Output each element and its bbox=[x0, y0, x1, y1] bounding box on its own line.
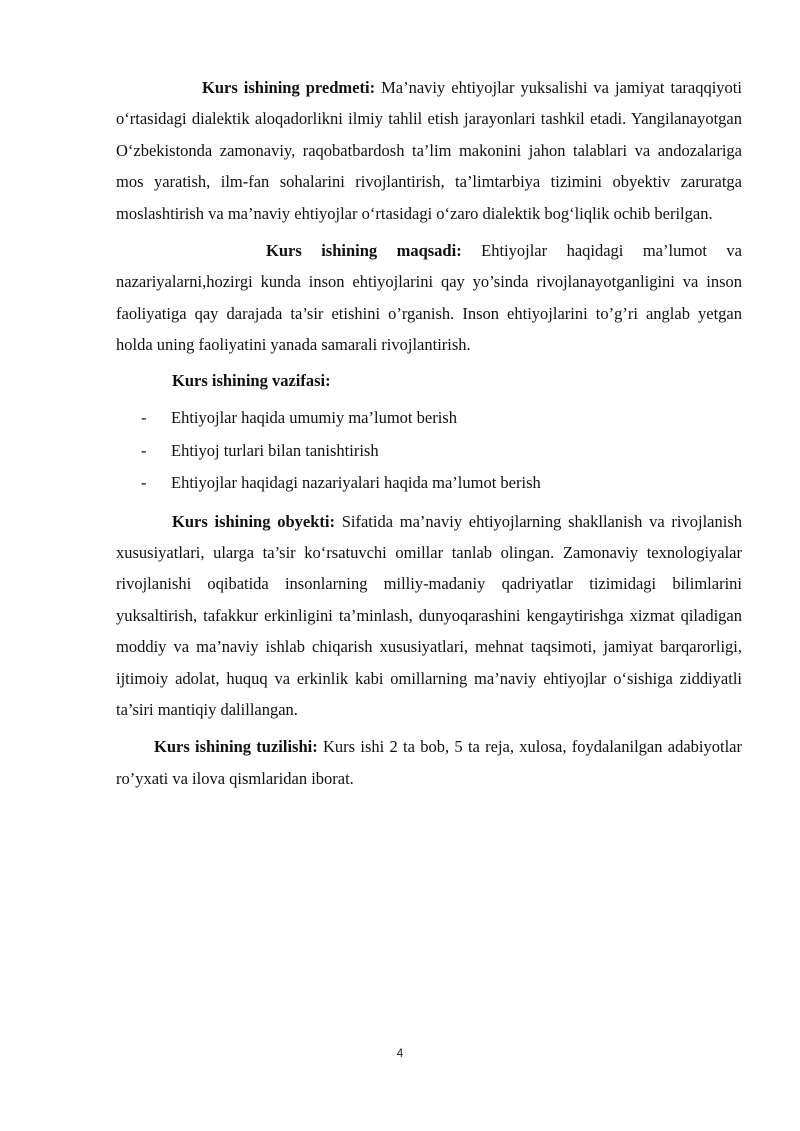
maqsadi-paragraph bbox=[116, 235, 742, 361]
dash-marker: - bbox=[141, 473, 147, 493]
obyekti-text: Sifatida ma’naviy ehtiyojlarning shakllanish va rivojlanish xususiyatlari, ularga ta’sir ko‘rsatuvchi omillar tanlab olingan. Zamonaviy texnologiyalar rivojlanishi oqibatida insonlarning milliy-madaniy qadriyatlar tizimidagi bilimlarini yuksaltirish, tafakkur erkinligini ta’minlash, dunyoqarashini kengaytirishga xizmat qiladigan moddiy va ma’naviy ishlab chiqarish xususiyatlari, mehnat taqsimoti, jamiyat barqarorligi, ijtimoiy adolat, huquq va erkinlik kabi omillarning ma’naviy ehtiyojlar o‘sishiga ziddiyatli ta’siri mantiqiy dalillangan. bbox=[116, 511, 742, 719]
document-page bbox=[116, 72, 742, 794]
predmeti-text: Ma’naviy ehtiyojlar yuksalishi va jamiyat taraqqiyoti o‘rtasidagi dialektik aloqadorlikni ilmiy tahlil etish jarayonlari tashkil etadi. Yangilanayotgan O‘zbekistonda zamonaviy, raqobatbardosh ta’lim makonini jahon talablari va andozalariga mos yaratish, ilm-fan sohalarini rivojlantirish, ta’limtarbiya tizimini obyektiv zaruratga moslashtirish va ma’naviy ehtiyojlar o‘rtasidagi o‘zaro dialektik bog‘liqlik ochib berilgan. bbox=[116, 78, 742, 223]
list-item bbox=[116, 467, 742, 500]
maqsadi-text: Ehtiyojlar haqidagi ma’lumot va nazariyalarni,hozirgi kunda inson ehtiyojlarini qay yo’sinda rivojlanayotganligini va inson faoliyatiga qay darajada ta’sir etishini o’rganish. Inson ehtiyojlarini to’g’ri anglab yetgan holda uning faoliyatini yanada samarali rivojlantirish. bbox=[116, 241, 743, 355]
dash-marker: - bbox=[141, 440, 147, 460]
maqsadi-heading: Kurs ishining maqsadi: bbox=[266, 241, 462, 261]
list-item bbox=[116, 402, 742, 435]
predmeti-paragraph bbox=[116, 72, 742, 229]
page-number: 4 bbox=[396, 1046, 404, 1060]
list-item-text: Ehtiyoj turlari bilan tanishtirish bbox=[171, 440, 379, 460]
predmeti-heading: Kurs ishining predmeti: bbox=[202, 78, 376, 97]
tuzilishi-heading: Kurs ishining tuzilishi: bbox=[154, 737, 318, 757]
list-item-text: Ehtiyojlar haqidagi nazariyalari haqida ma’lumot berish bbox=[171, 473, 541, 493]
list-item-text: Ehtiyojlar haqida umumiy ma’lumot berish bbox=[171, 408, 457, 428]
obyekti-heading: Kurs ishining obyekti: bbox=[172, 511, 335, 531]
obyekti-paragraph bbox=[116, 506, 742, 726]
vazifasi-heading: Kurs ishining vazifasi: bbox=[172, 370, 331, 390]
tuzilishi-text: Kurs ishi 2 ta bob, 5 ta reja, xulosa, foydalanilgan adabiyotlar ro’yxati va ilova qismlaridan iborat. bbox=[116, 737, 742, 788]
vazifasi-list bbox=[116, 402, 742, 500]
vazifasi-paragraph bbox=[116, 365, 742, 396]
list-item bbox=[116, 435, 742, 468]
tuzilishi-paragraph bbox=[116, 731, 742, 794]
dash-marker: - bbox=[141, 408, 147, 428]
